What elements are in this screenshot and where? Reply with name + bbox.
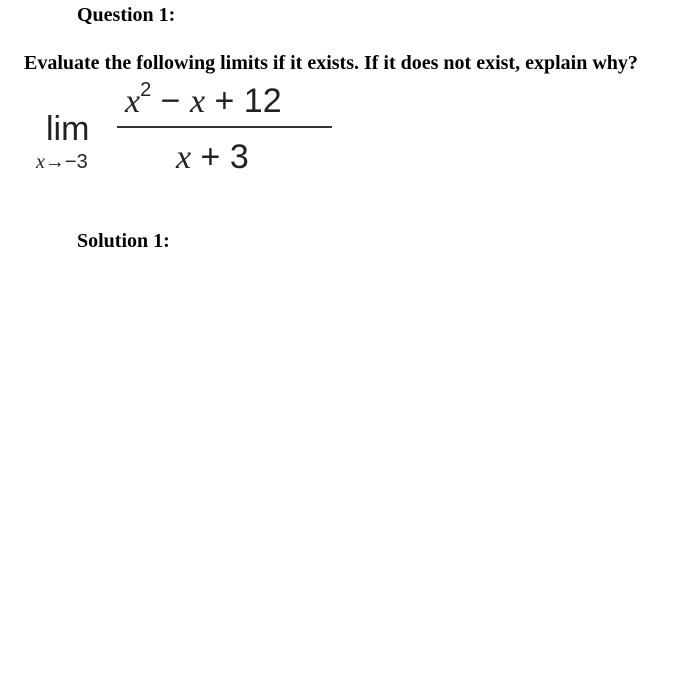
question-heading: Question 1: — [77, 4, 176, 26]
numerator-exponent: 2 — [140, 78, 152, 101]
denominator-tail: + 3 — [191, 138, 249, 176]
lim-approach-value: −3 — [64, 151, 88, 173]
lim-approach-variable: x — [36, 151, 45, 173]
numerator-middle: − — [151, 82, 190, 120]
fraction-numerator — [125, 78, 282, 121]
denominator-variable: x — [176, 139, 192, 176]
fraction-bar — [117, 126, 332, 128]
lim-operator: lim — [46, 110, 90, 148]
fraction-denominator — [176, 138, 249, 177]
question-instructions: Evaluate the following limits if it exists. If it does not exist, explain why? — [24, 52, 638, 74]
lim-subscript — [36, 151, 88, 174]
numerator-variable: x — [125, 83, 141, 120]
numerator-tail: + 12 — [205, 82, 282, 120]
solution-heading: Solution 1: — [77, 230, 170, 252]
numerator-variable-2: x — [189, 83, 206, 120]
lim-approach-arrow: → — [44, 151, 65, 173]
